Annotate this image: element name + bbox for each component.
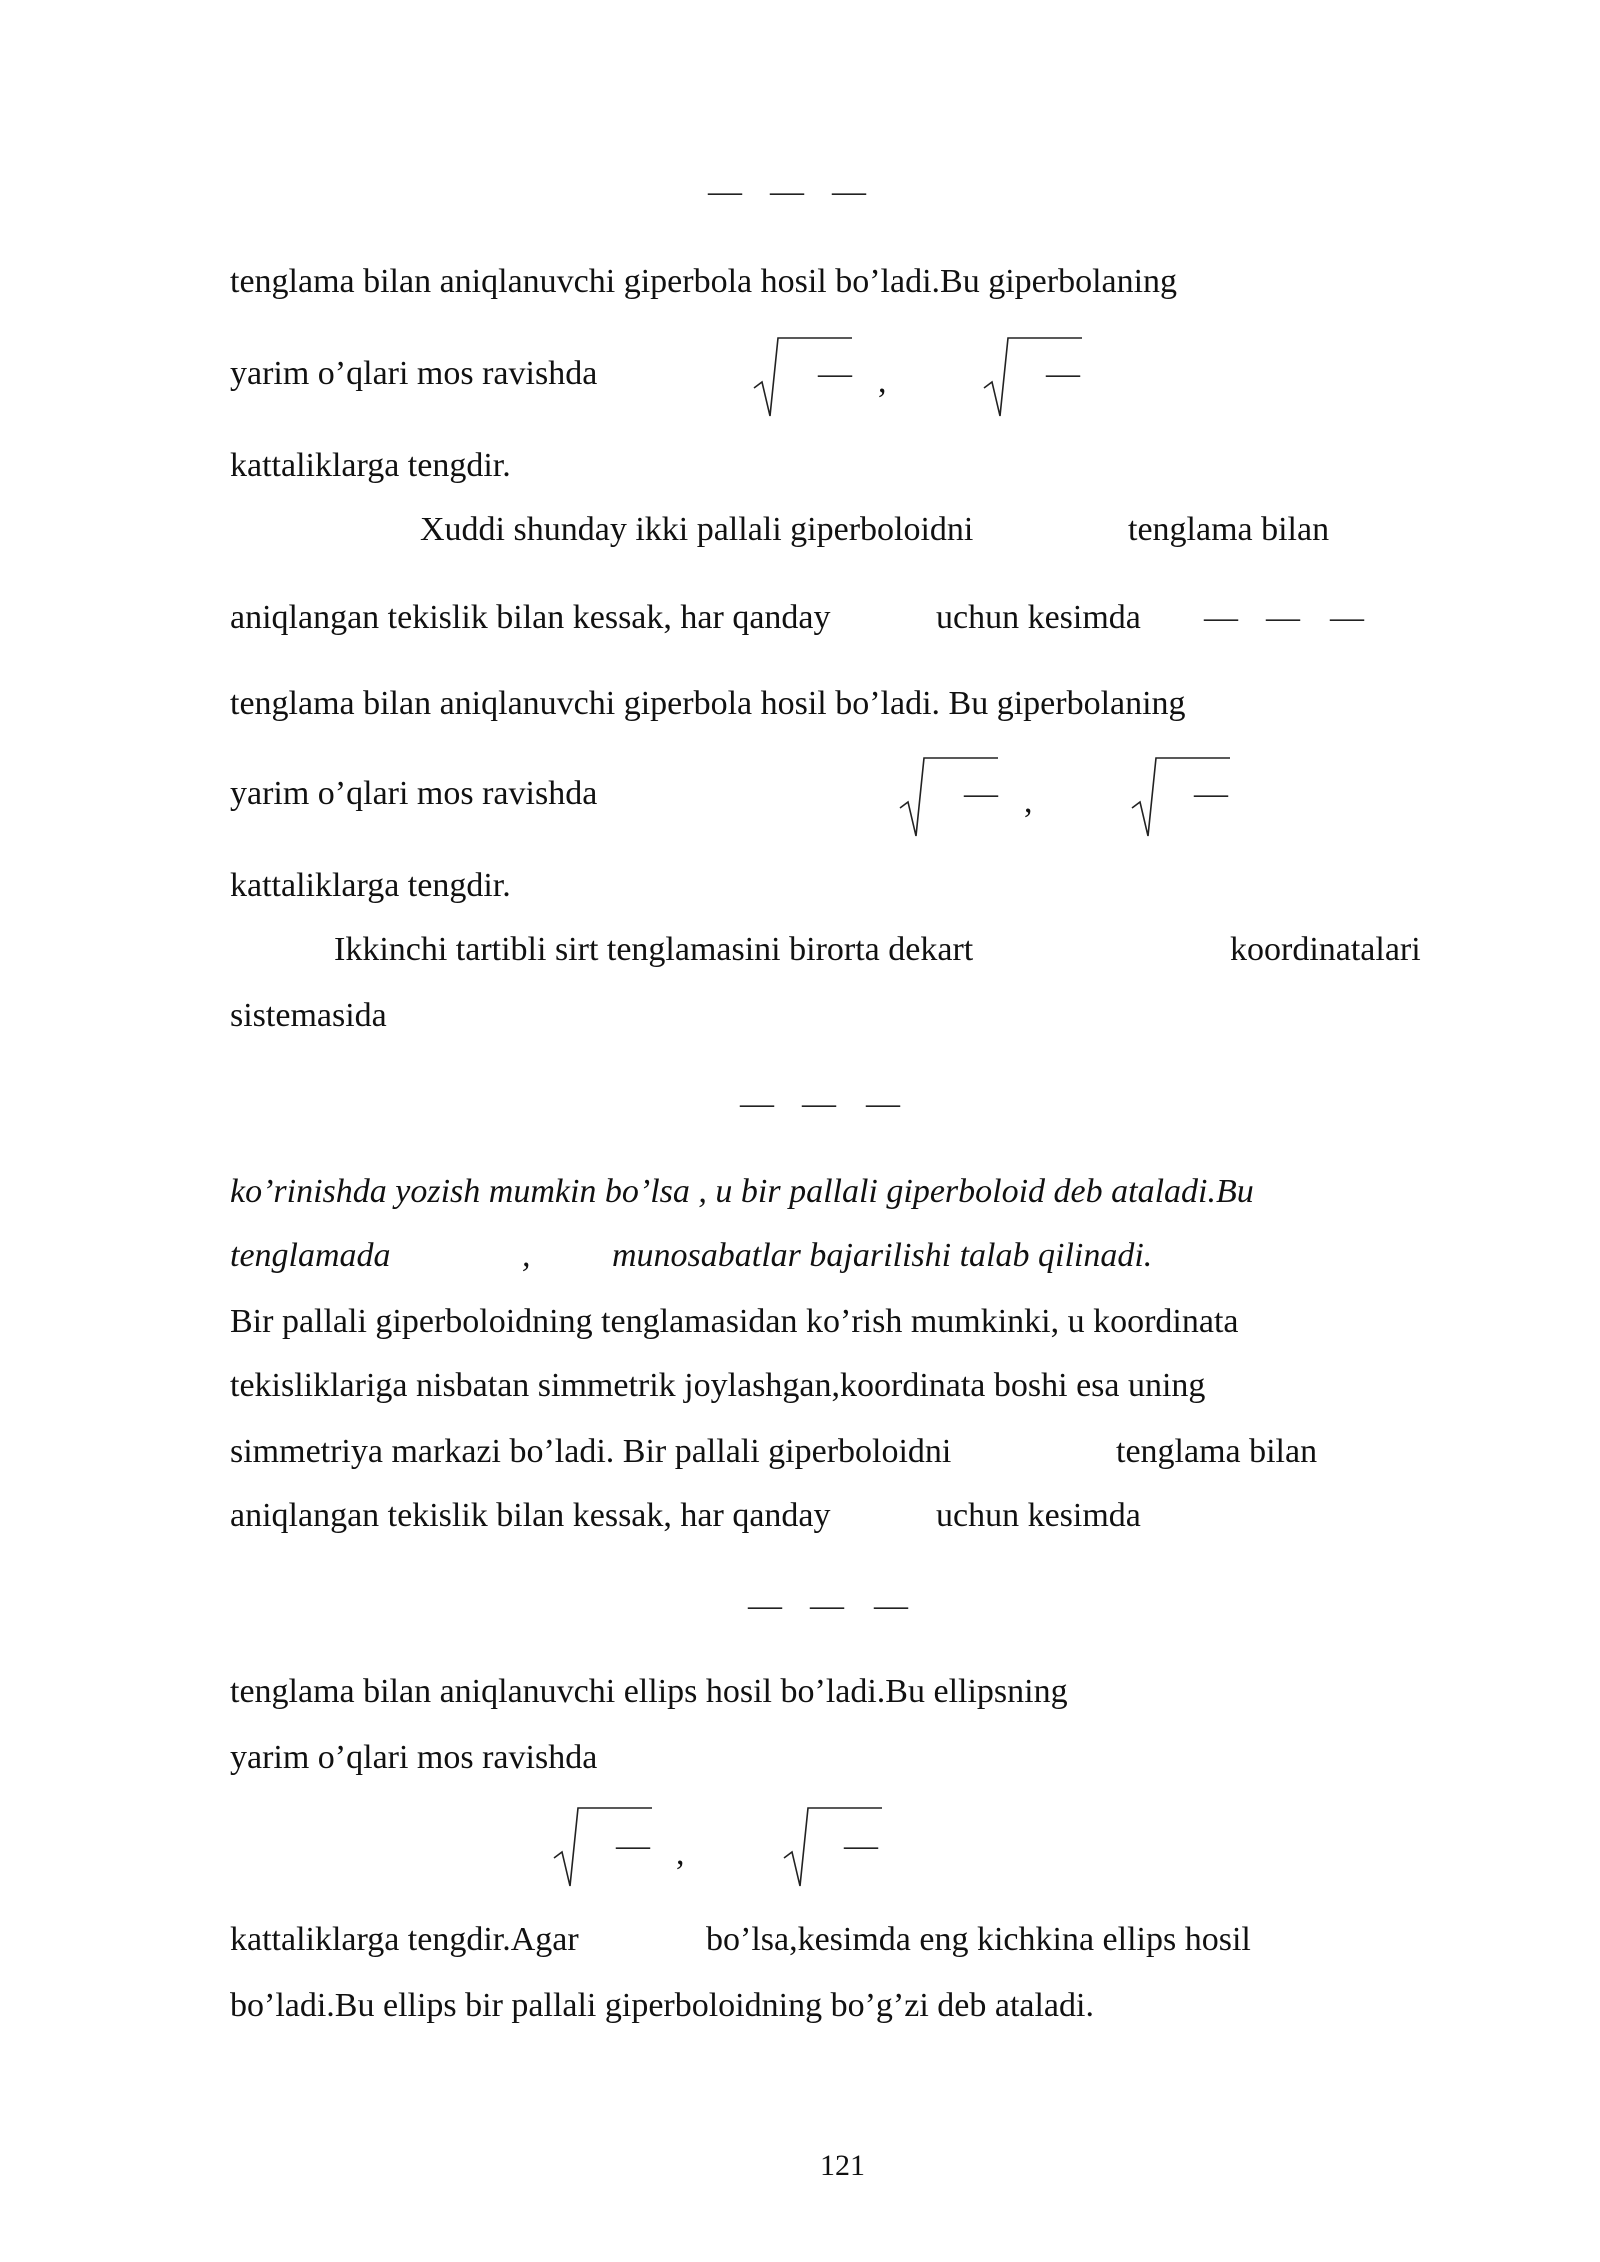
fraction-bar: — [616,1827,650,1864]
text-line: bo’ladi.Bu ellips bir pallali giperboloidning bo’g’zi deb ataladi. [230,1987,1094,2024]
text-line: sistemasida [230,997,387,1034]
fraction-bar: — [818,355,852,392]
text-line: tenglama bilan [1116,1433,1318,1470]
text-line: uchun kesimda [936,599,1141,636]
fraction-bar: — [874,1587,908,1624]
text-line: Xuddi shunday ikki pallali giperboloidni [420,511,974,548]
fraction-bar: — [708,173,742,210]
italic-text-line: ko’rinishda yozish mumkin bo’lsa , u bir pallali giperboloid deb ataladi.Bu [230,1173,1254,1210]
text-line: tenglama bilan aniqlanuvchi giperbola hosil bo’ladi. Bu giperbolaning [230,685,1186,722]
fraction-bar: — [964,775,998,812]
comma: , [676,1835,685,1872]
text-line: yarim o’qlari mos ravishda [230,775,598,812]
fraction-bar: — [1204,599,1238,636]
text-line: tenglama bilan aniqlanuvchi giperbola hosil bo’ladi.Bu giperbolaning [230,263,1178,300]
text-line: simmetriya markazi bo’ladi. Bir pallali giperboloidni [230,1433,952,1470]
text-line: yarim o’qlari mos ravishda [230,355,598,392]
fraction-bar: — [748,1587,782,1624]
text-line: yarim o’qlari mos ravishda [230,1739,598,1776]
fraction-bar: — [1266,599,1300,636]
italic-text-line: tenglamada [230,1237,391,1274]
fraction-bar: — [802,1085,836,1122]
text-line: kattaliklarga tengdir.Agar [230,1921,579,1958]
text-line: uchun kesimda [936,1497,1141,1534]
text-line: tekisliklariga nisbatan simmetrik joylashgan,koordinata boshi esa uning [230,1367,1206,1404]
italic-comma: , [522,1237,531,1274]
fraction-bar: — [810,1587,844,1624]
comma: , [878,363,887,400]
fraction-bar: — [1330,599,1364,636]
text-line: bo’lsa,kesimda eng kichkina ellips hosil [706,1921,1251,1958]
comma: , [1024,783,1033,820]
text-line: kattaliklarga tengdir. [230,447,511,484]
text-line: tenglama bilan aniqlanuvchi ellips hosil bo’ladi.Bu ellipsning [230,1673,1068,1710]
text-line: Bir pallali giperboloidning tenglamasidan ko’rish mumkinki, u koordinata [230,1303,1239,1340]
fraction-bar: — [1194,775,1228,812]
fraction-bar: — [740,1085,774,1122]
text-line: kattaliklarga tengdir. [230,867,511,904]
page-number: 121 [820,2149,865,2182]
text-line: koordinatalari [1230,931,1421,968]
fraction-bar: — [770,173,804,210]
text-line: aniqlangan tekislik bilan kessak, har qanday [230,599,831,636]
fraction-bar: — [1046,355,1080,392]
text-line: Ikkinchi tartibli sirt tenglamasini birorta dekart [334,931,974,968]
fraction-bar: — [866,1085,900,1122]
italic-text-line: munosabatlar bajarilishi talab qilinadi. [612,1237,1153,1274]
text-line: aniqlangan tekislik bilan kessak, har qanday [230,1497,831,1534]
text-line: tenglama bilan [1128,511,1330,548]
fraction-bar: — [844,1827,878,1864]
fraction-bar: — [832,173,866,210]
